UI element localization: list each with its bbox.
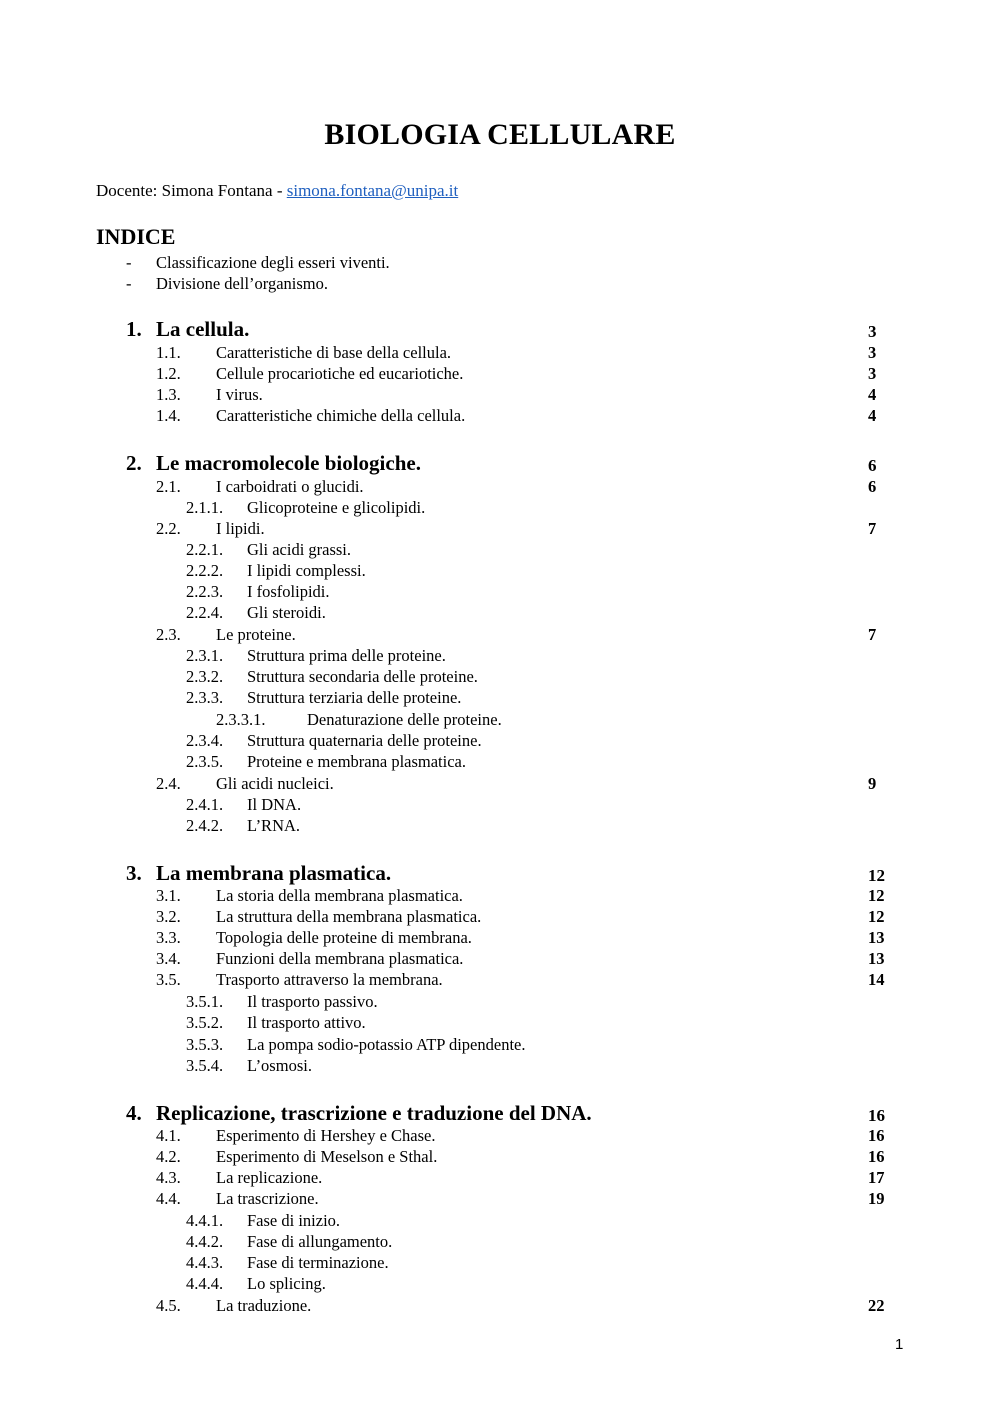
toc-row <box>0 476 1000 497</box>
toc-label: Gli steroidi. <box>247 603 326 622</box>
toc-row <box>0 1210 1000 1231</box>
toc-number: 4.4. <box>156 1189 181 1208</box>
toc-label: La trascrizione. <box>216 1189 319 1208</box>
toc-chapter-row <box>0 316 1000 342</box>
toc-number: 2.2.2. <box>186 561 224 580</box>
toc-label: Il trasporto passivo. <box>247 992 378 1011</box>
toc-label: Il DNA. <box>247 795 302 814</box>
toc-row <box>0 773 1000 794</box>
toc-label: La membrana plasmatica. <box>156 861 392 885</box>
toc-row <box>0 709 1000 730</box>
toc-number: 2.3.3.1. <box>216 710 266 729</box>
toc-label: Struttura secondaria delle proteine. <box>247 667 478 686</box>
toc-row <box>0 645 1000 666</box>
toc-number: 3.5.1. <box>186 992 224 1011</box>
toc-page-number: 7 <box>868 519 877 538</box>
toc-page-number: 13 <box>868 949 885 968</box>
toc-page-number: 12 <box>868 907 885 926</box>
toc-row <box>0 1012 1000 1033</box>
toc-row <box>0 1188 1000 1209</box>
toc-label: La cellula. <box>156 317 250 341</box>
toc-number: 2.4.1. <box>186 795 224 814</box>
toc-row <box>0 1273 1000 1294</box>
toc-row <box>0 991 1000 1012</box>
toc-row <box>0 384 1000 405</box>
toc-number: 2.4.2. <box>186 816 224 835</box>
toc-number: 4.4.4. <box>186 1274 224 1293</box>
toc-number: 2.2. <box>156 519 181 538</box>
toc-number: 2.1. <box>156 477 181 496</box>
toc-row <box>0 1034 1000 1055</box>
toc-label: I lipidi. <box>216 519 265 538</box>
toc-label: I lipidi complessi. <box>247 561 366 580</box>
toc-row <box>0 751 1000 772</box>
docente-label: Docente: Simona Fontana - <box>96 181 287 200</box>
toc-row <box>0 794 1000 815</box>
toc-number: 2.3.3. <box>186 688 224 707</box>
toc-page-number: 3 <box>868 343 877 362</box>
toc-number: 1.3. <box>156 385 181 404</box>
toc-number: - <box>126 274 132 293</box>
toc-number: 2.3.4. <box>186 731 224 750</box>
toc-label: Denaturazione delle proteine. <box>307 710 502 729</box>
toc-number: 2.3.1. <box>186 646 224 665</box>
toc-number: 3. <box>126 861 142 885</box>
toc-page-number: 13 <box>868 928 885 947</box>
toc-row <box>0 602 1000 623</box>
toc-row <box>0 969 1000 990</box>
toc-number: 2.2.1. <box>186 540 224 559</box>
toc-number: 4.4.1. <box>186 1211 224 1230</box>
toc-number: 4.5. <box>156 1296 181 1315</box>
toc-page-number: 7 <box>868 625 877 644</box>
toc-label: Glicoproteine e glicolipidi. <box>247 498 426 517</box>
toc-label: Caratteristiche chimiche della cellula. <box>216 406 466 425</box>
toc-page-number: 12 <box>868 886 885 905</box>
toc-row <box>0 906 1000 927</box>
toc-number: 3.5.2. <box>186 1013 224 1032</box>
toc-number: 2.3. <box>156 625 181 644</box>
toc-row <box>0 885 1000 906</box>
toc-row <box>0 815 1000 836</box>
toc-number: 3.2. <box>156 907 181 926</box>
toc-label: I virus. <box>216 385 263 404</box>
toc-chapter-row <box>0 1100 1000 1126</box>
toc-label: Fase di inizio. <box>247 1211 341 1230</box>
toc-number: 3.3. <box>156 928 181 947</box>
toc-page-number: 16 <box>868 1126 885 1145</box>
toc-label: Cellule procariotiche ed eucariotiche. <box>216 364 464 383</box>
toc-row <box>0 560 1000 581</box>
toc-label: Lo splicing. <box>247 1274 326 1293</box>
toc-label: Caratteristiche di base della cellula. <box>216 343 452 362</box>
toc-row <box>0 252 1000 273</box>
toc-row <box>0 1252 1000 1273</box>
toc-label: Gli acidi grassi. <box>247 540 352 559</box>
toc-label: Classificazione degli esseri viventi. <box>156 253 390 272</box>
toc-number: 4. <box>126 1101 142 1125</box>
toc-label: Fase di terminazione. <box>247 1253 389 1272</box>
toc-row <box>0 539 1000 560</box>
toc-row <box>0 687 1000 708</box>
toc-page-number: 14 <box>868 970 885 989</box>
toc-row <box>0 1167 1000 1188</box>
toc-number: 3.1. <box>156 886 181 905</box>
toc-number: 4.1. <box>156 1126 181 1145</box>
toc-label: Le proteine. <box>216 625 296 644</box>
toc-row <box>0 342 1000 363</box>
toc-row <box>0 730 1000 751</box>
page-number: 1 <box>895 1336 904 1353</box>
toc-label: La struttura della membrana plasmatica. <box>216 907 482 926</box>
toc-number: 1.4. <box>156 406 181 425</box>
toc-label: Struttura terziaria delle proteine. <box>247 688 462 707</box>
toc-page-number: 4 <box>868 406 877 425</box>
toc-page-number: 3 <box>868 364 877 383</box>
toc-page-number: 22 <box>868 1296 885 1315</box>
index-heading: INDICE <box>96 224 176 249</box>
toc-number: 2.2.3. <box>186 582 224 601</box>
toc-label: Replicazione, trascrizione e traduzione del DNA. <box>156 1101 592 1125</box>
toc-number: 2.4. <box>156 774 181 793</box>
toc-row <box>0 363 1000 384</box>
toc-row <box>0 624 1000 645</box>
toc-page-number: 9 <box>868 774 877 793</box>
toc-number: 2.3.5. <box>186 752 224 771</box>
toc-label: Proteine e membrana plasmatica. <box>247 752 466 771</box>
toc-label: Funzioni della membrana plasmatica. <box>216 949 464 968</box>
toc-number: 3.4. <box>156 949 181 968</box>
toc-label: Il trasporto attivo. <box>247 1013 366 1032</box>
toc-row <box>0 1146 1000 1167</box>
toc-chapter-row <box>0 450 1000 476</box>
toc-number: 2.3.2. <box>186 667 224 686</box>
toc-row <box>0 581 1000 602</box>
toc-row <box>0 405 1000 426</box>
toc-row <box>0 273 1000 294</box>
toc-page-number: 16 <box>868 1106 885 1125</box>
toc-label: Struttura prima delle proteine. <box>247 646 446 665</box>
toc-label: Struttura quaternaria delle proteine. <box>247 731 482 750</box>
toc-number: 1.1. <box>156 343 181 362</box>
toc-row <box>0 518 1000 539</box>
toc-label: L’RNA. <box>247 816 301 835</box>
toc-label: La pompa sodio-potassio ATP dipendente. <box>247 1035 526 1054</box>
toc-label: La storia della membrana plasmatica. <box>216 886 463 905</box>
toc-number: 3.5.3. <box>186 1035 224 1054</box>
toc-row <box>0 927 1000 948</box>
toc-row <box>0 1125 1000 1146</box>
toc-number: 1. <box>126 317 142 341</box>
docente-line <box>96 181 458 201</box>
docente-email-link[interactable]: simona.fontana@unipa.it <box>286 181 459 200</box>
toc-label: Divisione dell’organismo. <box>156 274 329 293</box>
toc-number: 2.1.1. <box>186 498 224 517</box>
toc-page-number: 6 <box>868 456 877 475</box>
toc-label: Gli acidi nucleici. <box>216 774 334 793</box>
toc-chapter-row <box>0 860 1000 886</box>
toc-number: 4.4.3. <box>186 1253 224 1272</box>
toc-label: Le macromolecole biologiche. <box>156 451 421 475</box>
toc-row <box>0 666 1000 687</box>
toc-page-number: 4 <box>868 385 877 404</box>
toc-label: L’osmosi. <box>247 1056 312 1075</box>
toc-number: - <box>126 253 132 272</box>
toc-label: La traduzione. <box>216 1296 312 1315</box>
toc-number: 4.4.2. <box>186 1232 224 1251</box>
toc-label: Topologia delle proteine di membrana. <box>216 928 472 947</box>
toc-page-number: 16 <box>868 1147 885 1166</box>
document-title: BIOLOGIA CELLULARE <box>324 118 676 151</box>
toc-page-number: 17 <box>868 1168 885 1187</box>
toc-label: I carboidrati o glucidi. <box>216 477 364 496</box>
toc-page-number: 19 <box>868 1189 885 1208</box>
toc-label: I fosfolipidi. <box>247 582 330 601</box>
toc-row <box>0 1055 1000 1076</box>
toc-label: Esperimento di Meselson e Sthal. <box>216 1147 438 1166</box>
toc-number: 3.5. <box>156 970 181 989</box>
toc-label: Trasporto attraverso la membrana. <box>216 970 443 989</box>
toc-label: Fase di allungamento. <box>247 1232 393 1251</box>
toc-row <box>0 948 1000 969</box>
toc-number: 2. <box>126 451 142 475</box>
toc-row <box>0 1231 1000 1252</box>
toc-page-number: 3 <box>868 322 877 341</box>
toc-label: Esperimento di Hershey e Chase. <box>216 1126 436 1145</box>
toc-label: La replicazione. <box>216 1168 323 1187</box>
toc-number: 4.2. <box>156 1147 181 1166</box>
toc-page-number: 12 <box>868 866 885 885</box>
toc-page-number: 6 <box>868 477 877 496</box>
toc-row <box>0 1295 1000 1316</box>
toc-row <box>0 497 1000 518</box>
toc-number: 3.5.4. <box>186 1056 224 1075</box>
toc-number: 4.3. <box>156 1168 181 1187</box>
toc-number: 1.2. <box>156 364 181 383</box>
toc-number: 2.2.4. <box>186 603 224 622</box>
